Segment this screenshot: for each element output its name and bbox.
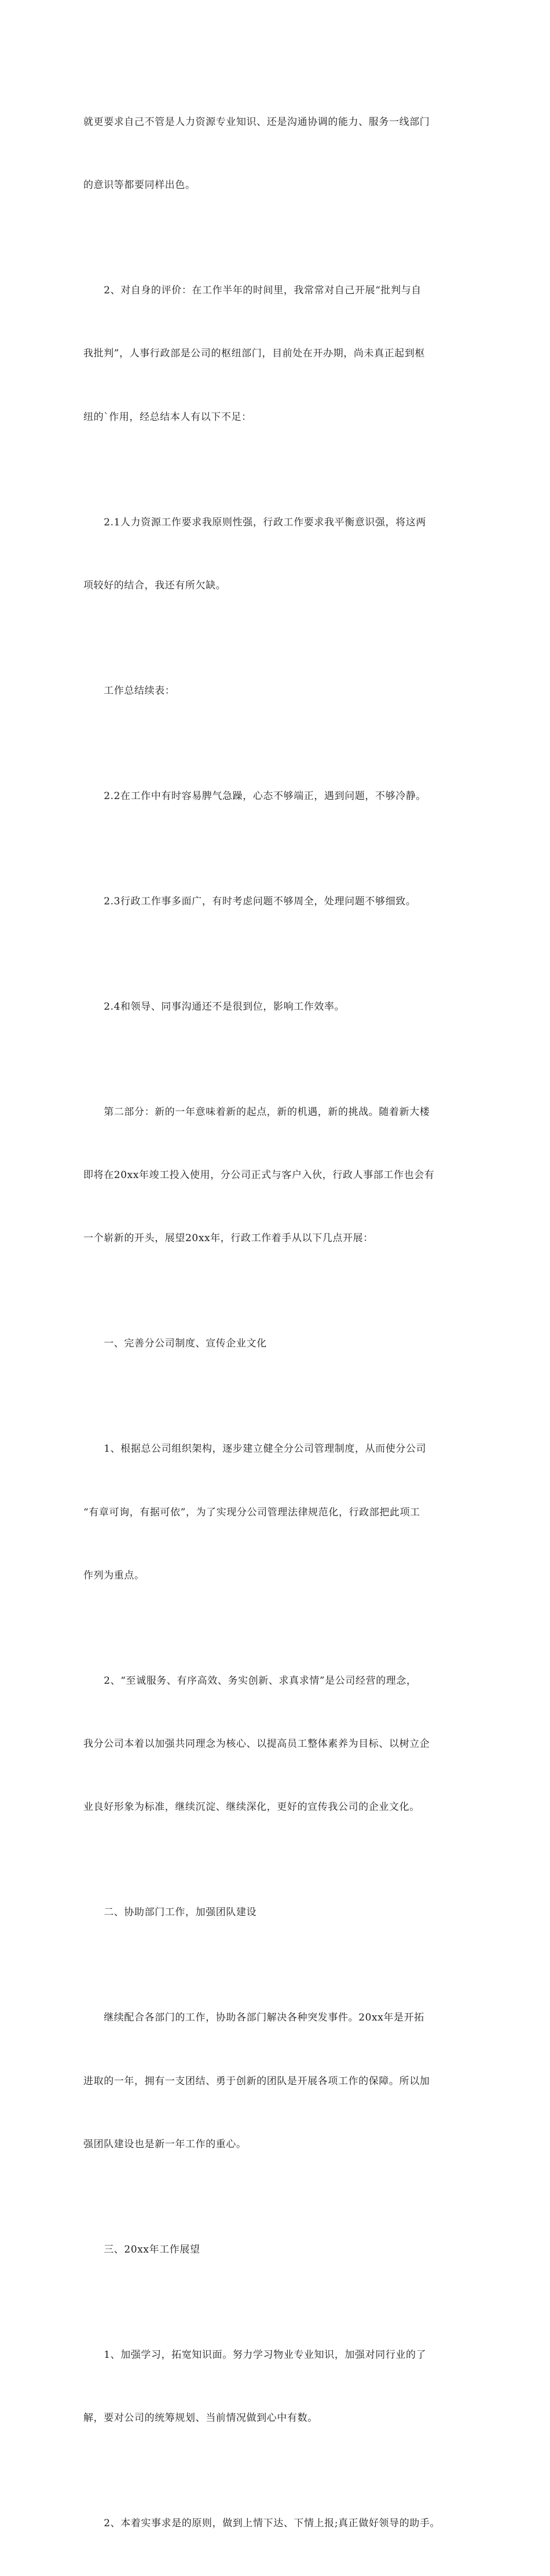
text-line: 业良好形象为标准，继续沉淀、继续深化，更好的宣传我公司的企业文化。	[83, 1801, 420, 1813]
text-line: 解，要对公司的统筹规划、当前情况做到心中有数。	[83, 2412, 318, 2424]
paragraph	[83, 954, 477, 1059]
paragraph	[83, 1966, 477, 2197]
text-line: 二、协助部门工作，加强团队建设	[83, 1907, 257, 1919]
text-line: 强团队建设也是新一年工作的重心。	[83, 2138, 247, 2150]
text-line: 一个崭新的开头，展望20xx年，行政工作着手从以下几点开展：	[83, 1232, 373, 1245]
paragraph	[83, 69, 477, 238]
text-line: 的意识等都要同样出色。	[83, 179, 196, 192]
text-line: “有章可询，有据可依”，为了实现分公司管理法律规范化，行政部把此项工	[83, 1506, 420, 1518]
text-line: 就更要求自己不管是人力资源专业知识、还是沟通协调的能力、服务一线部门	[83, 116, 430, 128]
paragraph	[83, 2471, 477, 2576]
paragraph	[83, 744, 477, 849]
paragraph	[83, 2302, 477, 2471]
text-line: 三、20xx年工作展望	[83, 2243, 200, 2255]
text-line: 即将在20xx年竣工投入使用，分公司正式与客户入伙，行政人事部工作也会有	[83, 1169, 435, 1182]
text-line: 1、加强学习，拓宽知识面。努力学习物业专业知识，加强对同行业的了	[83, 2349, 427, 2361]
text-line: 我分公司本着以加强共同理念为核心、以提高员工整体素养为目标、以树立企	[83, 1738, 430, 1750]
text-line: 2、“至诚服务、有序高效、务实创新、求真求情”是公司经营的理念，	[83, 1675, 417, 1687]
text-line: 我批判”，人事行政部是公司的枢纽部门，目前处在开办期，尚未真正起到枢	[83, 348, 426, 360]
text-line: 2、对自身的评价：在工作半年的时间里，我常常对自己开展“批判与自	[83, 285, 421, 297]
section-heading	[83, 1291, 477, 1397]
paragraph	[83, 1397, 477, 1628]
text-line: 2.3行政工作事多面广，有时考虑问题不够周全，处理问题不够细致。	[83, 895, 416, 907]
paragraph	[83, 638, 477, 744]
text-line: 进取的一年，拥有一支团结、勇于创新的团队是开展各项工作的保障。所以加	[83, 2075, 430, 2087]
text-line: 一、完善分公司制度、宣传企业文化	[83, 1338, 267, 1350]
text-line: 第二部分：新的一年意味着新的起点，新的机遇，新的挑战。随着新大楼	[83, 1106, 430, 1118]
paragraph	[83, 849, 477, 954]
text-line: 继续配合各部门的工作，协助各部门解决各种突发事件。20xx年是开拓	[83, 2012, 424, 2024]
text-line: 项较好的结合，我还有所欠缺。	[83, 579, 226, 591]
paragraph	[83, 1059, 477, 1291]
text-line: 作列为重点。	[83, 1569, 145, 1581]
text-line: 纽的`作用，经总结本人有以下不足：	[83, 411, 252, 423]
text-line: 2.4和领导、同事沟通还不是很到位，影响工作效率。	[83, 1000, 345, 1013]
section-heading	[83, 1860, 477, 1966]
text-line: 工作总结续表：	[83, 685, 175, 697]
text-line: 1、根据总公司组织架构，逐步建立健全分公司管理制度，从而使分公司	[83, 1443, 427, 1455]
paragraph	[83, 238, 477, 469]
paragraph	[83, 1628, 477, 1860]
text-line: 2.1人力资源工作要求我原则性强，行政工作要求我平衡意识强，将这两	[83, 516, 427, 528]
text-line: 2、本着实事求是的原则，做到上情下达、下情上报;真正做好领导的助手。	[83, 2518, 441, 2530]
section-heading	[83, 2197, 477, 2302]
text-line: 2.2在工作中有时容易脾气急躁，心态不够端正，遇到问题，不够冷静。	[83, 790, 427, 802]
paragraph	[83, 470, 477, 638]
document-page	[83, 69, 477, 2576]
